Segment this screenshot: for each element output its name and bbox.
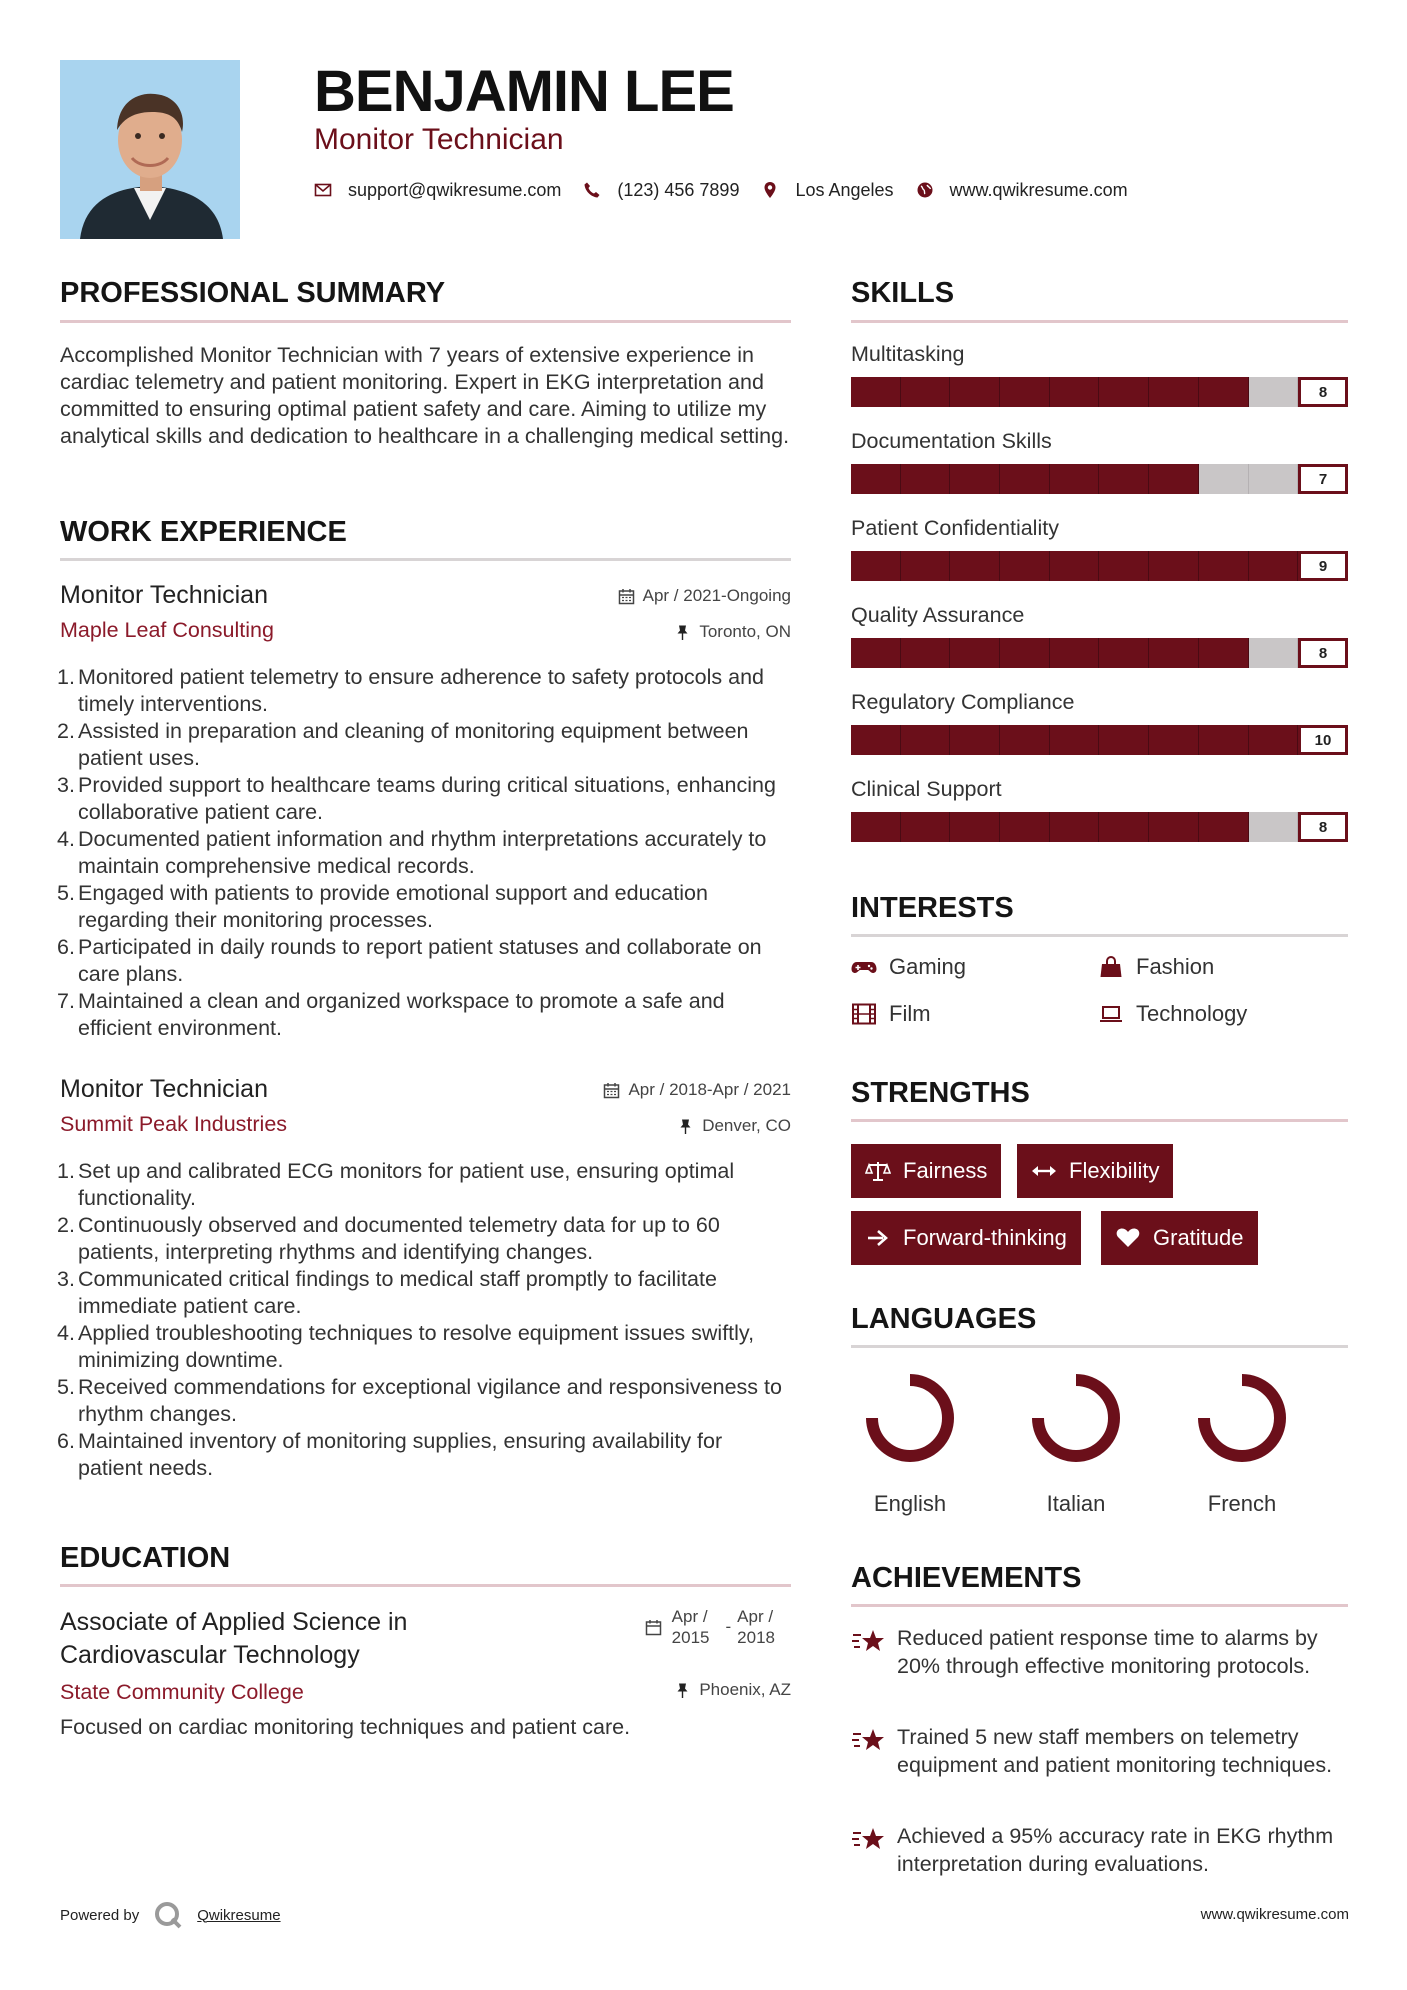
skill-score: 8 (1298, 638, 1348, 668)
strength-label: Fairness (903, 1158, 988, 1183)
section-divider (851, 320, 1348, 323)
powered-by-text: Powered by (60, 1906, 140, 1924)
skill-bar (851, 464, 1348, 494)
skills-list (851, 340, 1348, 862)
skill-label: Regulatory Compliance (851, 690, 1075, 714)
list-item: 7. Maintained a clean and organized workspace to promote a safe and efficient environment. (57, 989, 725, 1040)
section-divider (60, 558, 791, 561)
language-level-arc (1038, 1380, 1114, 1456)
pushpin-icon (674, 1682, 691, 1699)
skill-bar-segment (1249, 638, 1299, 668)
skill-bar (851, 812, 1348, 842)
star-icon (851, 1824, 885, 1854)
skill-bar-segment (901, 464, 951, 494)
calendar-icon (618, 588, 635, 605)
job-dates (618, 586, 791, 606)
skill-bar-segment (901, 377, 951, 407)
contact-email[interactable]: support@qwikresume.com (348, 179, 562, 200)
skill-item (851, 601, 1348, 688)
skill-bar (851, 551, 1348, 581)
language-item (855, 1372, 965, 1517)
job-duties-list (57, 1158, 791, 1482)
language-label: French (1207, 1491, 1277, 1516)
calendar-icon (603, 1082, 620, 1099)
section-heading-achievements: ACHIEVEMENTS (851, 1562, 1082, 1594)
strength-badge (1101, 1211, 1258, 1265)
section-divider (60, 1584, 791, 1587)
degree-line-2: Cardiovascular Technology (60, 1641, 360, 1669)
skill-score: 9 (1298, 551, 1348, 581)
job-location-text: Denver, CO (702, 1116, 791, 1135)
skill-bar-segment (851, 638, 901, 668)
skill-item (851, 688, 1348, 775)
skill-bar-segment (950, 812, 1000, 842)
education-location: Phoenix, AZ (674, 1680, 791, 1700)
job-location-text: Toronto, ON (699, 622, 791, 641)
section-heading-interests: INTERESTS (851, 892, 1014, 924)
skill-bar-segment (901, 551, 951, 581)
section-heading-strengths: STRENGTHS (851, 1077, 1030, 1109)
job-title: Monitor Technician (60, 1075, 268, 1103)
skill-bar-segment (950, 638, 1000, 668)
skill-bar-segment (1199, 812, 1249, 842)
pushpin-icon (677, 1118, 694, 1135)
skill-bar-segment (1099, 638, 1149, 668)
interest-label: Gaming (889, 954, 967, 979)
job-entry (57, 1074, 791, 1514)
balance-scale-icon (865, 1159, 891, 1183)
skill-score: 10 (1298, 725, 1348, 755)
job-dates (603, 1080, 791, 1100)
language-label: Italian (1046, 1491, 1106, 1516)
list-item: 1. Monitored patient telemetry to ensure adherence to safety protocols and timely interventions. (57, 665, 765, 716)
skill-item (851, 427, 1348, 514)
section-heading-skills: SKILLS (851, 277, 955, 309)
skill-bar-segment (1050, 725, 1100, 755)
qwikresume-logo-icon (153, 1900, 183, 1930)
education-dates: Apr / 2015 - Apr / 2018 (645, 1606, 775, 1648)
skill-bar-segment (1099, 812, 1149, 842)
job-company: Maple Leaf Consulting (60, 618, 274, 642)
footer-brand-link[interactable]: Qwikresume (197, 1906, 281, 1924)
skill-bar-segment (1000, 551, 1050, 581)
skill-score: 8 (1298, 812, 1348, 842)
skill-bar-segment (1050, 377, 1100, 407)
job-location (677, 1116, 791, 1136)
candidate-name: BENJAMIN LEE (314, 59, 734, 124)
interest-item (851, 954, 966, 980)
skill-bar-segment (1249, 725, 1299, 755)
skill-bar-segment (1050, 812, 1100, 842)
skill-bar-segment (1000, 638, 1050, 668)
list-item: 1. Set up and calibrated ECG monitors for patient use, ensuring optimal functionality. (57, 1159, 735, 1210)
skill-bar-segment (1199, 638, 1249, 668)
contact-website[interactable]: www.qwikresume.com (949, 179, 1128, 200)
language-level-arc (872, 1380, 948, 1456)
job-entry (57, 580, 791, 1040)
contact-bar (314, 176, 1150, 204)
achievement-item (851, 1822, 1348, 1878)
skill-bar-segment (1199, 464, 1249, 494)
skill-item (851, 340, 1348, 427)
globe-icon (916, 181, 934, 199)
skill-bar-segment (851, 725, 901, 755)
skill-item (851, 775, 1348, 862)
arrows-horizontal-icon (1031, 1159, 1057, 1183)
section-heading-languages: LANGUAGES (851, 1303, 1037, 1335)
skill-label: Patient Confidentiality (851, 516, 1059, 540)
shopping-bag-icon (1098, 956, 1124, 978)
section-divider (851, 1345, 1348, 1348)
list-item: 6. Maintained inventory of monitoring supplies, ensuring availability for patient needs. (57, 1429, 723, 1480)
list-item: 2. Assisted in preparation and cleaning of monitoring equipment between patient uses. (57, 719, 749, 770)
strength-badge (851, 1144, 1001, 1198)
candidate-title: Monitor Technician (314, 123, 564, 156)
job-company: Summit Peak Industries (60, 1112, 288, 1136)
list-item: 6. Participated in daily rounds to report patient statuses and collaborate on care plans. (57, 935, 762, 986)
skill-bar-segment (1099, 551, 1149, 581)
star-icon (851, 1725, 885, 1755)
interest-label: Film (889, 1001, 931, 1026)
skill-bar-segment (1050, 638, 1100, 668)
interest-item (1098, 954, 1214, 980)
skill-bar-segment (1199, 551, 1249, 581)
calendar-icon (645, 1619, 662, 1636)
achievement-text: Reduced patient response time to alarms by 20% through effective monitoring protocols. (897, 1626, 1318, 1678)
strength-label: Forward-thinking (903, 1225, 1067, 1250)
laptop-icon (1098, 1003, 1124, 1025)
star-icon (851, 1626, 885, 1656)
envelope-icon (314, 181, 332, 199)
skill-bar-segment (1149, 725, 1199, 755)
skill-label: Documentation Skills (851, 429, 1052, 453)
interest-item (851, 1001, 931, 1027)
achievement-item (851, 1624, 1348, 1680)
map-marker-icon (761, 181, 779, 199)
skill-bar-segment (851, 551, 901, 581)
skill-bar-segment (1149, 464, 1199, 494)
contact-phone[interactable]: (123) 456 7899 (617, 179, 740, 200)
skill-item (851, 514, 1348, 601)
skill-bar-segment (1249, 464, 1299, 494)
job-dates-text: Apr / 2021-Ongoing (642, 586, 791, 605)
skill-bar-segment (1000, 464, 1050, 494)
footer-powered-by (60, 1900, 281, 1930)
list-item: 3. Provided support to healthcare teams during critical situations, enhancing collaborative patient care. (57, 773, 776, 824)
school-name: State Community College (60, 1680, 304, 1704)
skill-bar-segment (1249, 377, 1299, 407)
heart-icon (1115, 1226, 1141, 1250)
skill-bar-segment (1050, 551, 1100, 581)
section-divider (851, 1604, 1348, 1607)
skill-bar-segment (1099, 377, 1149, 407)
achievement-item (851, 1723, 1348, 1779)
interest-label: Fashion (1136, 954, 1215, 979)
language-level-ring (1030, 1372, 1122, 1464)
education-description: Focused on cardiac monitoring techniques and patient care. (60, 1715, 631, 1739)
skill-bar-segment (1199, 725, 1249, 755)
section-heading-education: EDUCATION (60, 1542, 231, 1574)
skill-bar-segment (1000, 377, 1050, 407)
section-divider (851, 1119, 1348, 1122)
skill-bar-segment (1149, 377, 1199, 407)
list-item: 2. Continuously observed and documented telemetry data for up to 60 patients, interpreting rhythms and identifying changes. (57, 1213, 720, 1264)
profile-photo (60, 60, 240, 239)
interest-item (1098, 1001, 1247, 1027)
footer-url[interactable]: www.qwikresume.com (1200, 1906, 1349, 1923)
arrow-right-icon (865, 1226, 891, 1250)
skill-bar-segment (1149, 551, 1199, 581)
section-heading-summary: PROFESSIONAL SUMMARY (60, 277, 446, 309)
language-level-ring (1196, 1372, 1288, 1464)
summary-text: Accomplished Monitor Technician with 7 years of extensive experience in cardiac telemetry and patient monitoring. Expert in EKG interpretation and committed to ensuring optimal patient safety and care. Aiming to utilize my analytical skills and dedication to healthcare in a challenging medical setting. (60, 343, 790, 448)
language-label: English (873, 1491, 947, 1516)
skill-label: Clinical Support (851, 777, 1002, 801)
skill-bar-segment (950, 551, 1000, 581)
language-item (1021, 1372, 1131, 1517)
skill-bar-segment (1149, 638, 1199, 668)
achievements-list (851, 1624, 1348, 1924)
contact-location: Los Angeles (795, 179, 894, 200)
strength-label: Gratitude (1153, 1225, 1244, 1250)
skill-bar (851, 638, 1348, 668)
education-entry (60, 1606, 791, 1756)
skill-bar-segment (1000, 812, 1050, 842)
skill-bar-segment (950, 464, 1000, 494)
interest-label: Technology (1136, 1001, 1248, 1026)
skill-bar-segment (1099, 464, 1149, 494)
job-title: Monitor Technician (60, 581, 268, 609)
skill-bar-segment (901, 725, 951, 755)
skill-bar (851, 725, 1348, 755)
strength-badge (1017, 1144, 1173, 1198)
education-end-date: Apr / 2018 (737, 1607, 775, 1647)
achievement-text: Trained 5 new staff members on telemetry equipment and patient monitoring techniques. (897, 1725, 1333, 1777)
skill-bar-segment (851, 464, 901, 494)
skill-bar-segment (901, 638, 951, 668)
film-icon (851, 1003, 877, 1025)
list-item: 3. Communicated critical findings to medical staff promptly to facilitate immediate patient care. (57, 1267, 717, 1318)
gamepad-icon (851, 956, 877, 978)
skill-bar-segment (1249, 812, 1299, 842)
job-duties-list (57, 664, 791, 1042)
education-start-date: Apr / 2015 (671, 1607, 710, 1647)
skill-bar-segment (950, 377, 1000, 407)
skill-label: Quality Assurance (851, 603, 1025, 627)
degree-line-1: Associate of Applied Science in (60, 1608, 408, 1636)
skill-bar-segment (851, 812, 901, 842)
skill-bar-segment (1199, 377, 1249, 407)
skill-label: Multitasking (851, 342, 965, 366)
achievement-text: Achieved a 95% accuracy rate in EKG rhythm interpretation during evaluations. (897, 1824, 1334, 1876)
skill-bar-segment (851, 377, 901, 407)
list-item: 5. Received commendations for exceptional vigilance and responsiveness to rhythm changes. (57, 1375, 782, 1426)
skill-score: 7 (1298, 464, 1348, 494)
pushpin-icon (674, 624, 691, 641)
language-level-ring (864, 1372, 956, 1464)
skill-score: 8 (1298, 377, 1348, 407)
language-item (1187, 1372, 1297, 1517)
skill-bar-segment (1249, 551, 1299, 581)
list-item: 4. Documented patient information and rhythm interpretations accurately to maintain comprehensive medical records. (57, 827, 767, 878)
language-level-arc (1204, 1380, 1280, 1456)
skill-bar-segment (950, 725, 1000, 755)
list-item: 4. Applied troubleshooting techniques to resolve equipment issues swiftly, minimizing downtime. (57, 1321, 755, 1372)
section-divider (851, 934, 1348, 937)
phone-icon (583, 181, 601, 199)
section-heading-experience: WORK EXPERIENCE (60, 516, 347, 548)
job-location (674, 622, 791, 642)
skill-bar-segment (1099, 725, 1149, 755)
list-item: 5. Engaged with patients to provide emotional support and education regarding their monitoring processes. (57, 881, 708, 932)
skill-bar-segment (1000, 725, 1050, 755)
strength-badge (851, 1211, 1081, 1265)
skill-bar-segment (1050, 464, 1100, 494)
skill-bar-segment (1149, 812, 1199, 842)
skill-bar (851, 377, 1348, 407)
skill-bar-segment (901, 812, 951, 842)
section-divider (60, 320, 791, 323)
strength-label: Flexibility (1069, 1158, 1160, 1183)
job-dates-text: Apr / 2018-Apr / 2021 (628, 1080, 791, 1099)
